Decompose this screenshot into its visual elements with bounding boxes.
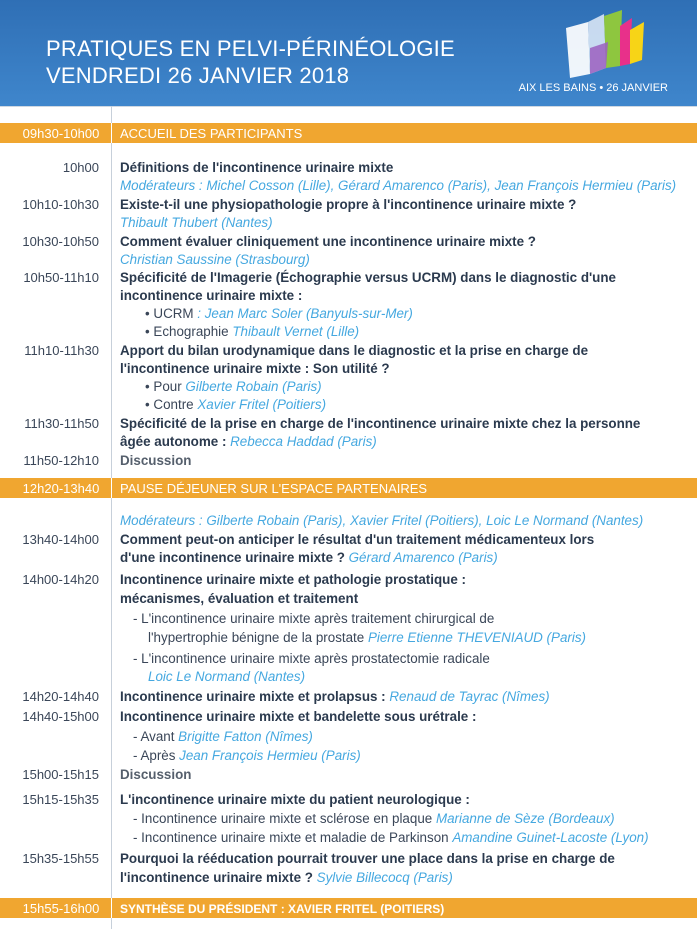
header-title-line2: VENDREDI 26 JANVIER 2018 (46, 63, 350, 88)
slot-time: 10h10-10h30 (22, 197, 99, 212)
sub-item: - L'incontinence urinaire mixte après traitement chirurgical de (133, 611, 495, 626)
band-lunch (0, 478, 697, 498)
sub-item: - Incontinence urinaire mixte et sclérose en plaque Marianne de Sèze (Bordeaux) (133, 811, 615, 826)
slot-time: 13h40-14h00 (22, 532, 99, 547)
band-title: SYNTHÈSE DU PRÉSIDENT : XAVIER FRITEL (POITIERS) (120, 902, 445, 916)
sub-item: - L'incontinence urinaire mixte après prostatectomie radicale (133, 651, 490, 666)
slot-time: 10h00 (62, 160, 99, 175)
speaker: Renaud de Tayrac (Nîmes) (389, 689, 550, 704)
slot-time: 15h00-15h15 (22, 767, 99, 782)
slot-time: 10h50-11h10 (23, 270, 99, 285)
sub-item: • Pour Gilberte Robain (Paris) (145, 379, 322, 394)
slot-time: 10h30-10h50 (22, 234, 99, 249)
talk-title: Incontinence urinaire mixte et prolapsus : Renaud de Tayrac (Nîmes) (120, 689, 550, 704)
talk-title: Spécificité de l'Imagerie (Échographie versus UCRM) dans le diagnostic d'une (120, 270, 616, 285)
sub-item: - Avant Brigitte Fatton (Nîmes) (133, 729, 313, 744)
column-rule (111, 106, 112, 123)
talk-title-cont: d'une incontinence urinaire mixte ? Gérard Amarenco (Paris) (120, 550, 498, 565)
talk-title: Comment évaluer cliniquement une incontinence urinaire mixte ? (120, 234, 536, 249)
column-rule (111, 918, 112, 929)
talk-title: Existe-t-il une physiopathologie propre à l'incontinence urinaire mixte ? (120, 197, 577, 212)
column-rule (111, 498, 112, 898)
speaker: Brigitte Fatton (Nîmes) (178, 729, 313, 744)
slot-time: 15h15-15h35 (22, 792, 99, 807)
sub-item-cont: l'hypertrophie bénigne de la prostate Pierre Etienne THEVENIAUD (Paris) (148, 630, 586, 645)
program-header (0, 0, 697, 106)
talk-title-cont: incontinence urinaire mixte : (120, 288, 303, 303)
speaker: Christian Saussine (Strasbourg) (120, 252, 310, 267)
band-divider (111, 478, 112, 498)
band-time: 09h30-10h00 (22, 126, 100, 141)
event-logo (560, 8, 670, 78)
speaker: Thibault Vernet (Lille) (232, 324, 360, 339)
speaker: Xavier Fritel (Poitiers) (197, 397, 327, 412)
talk-title: Comment peut-on anticiper le résultat d'un traitement médicamenteux lors (120, 532, 595, 547)
talk-title: Définitions de l'incontinence urinaire mixte (120, 160, 394, 175)
talk-title: L'incontinence urinaire mixte du patient neurologique : (120, 792, 470, 807)
talk-title-cont: l'incontinence urinaire mixte : Son utilité ? (120, 361, 390, 376)
discussion: Discussion (120, 767, 192, 782)
speaker: : Jean Marc Soler (Banyuls-sur-Mer) (197, 306, 413, 321)
speaker: Gilberte Robain (Paris) (185, 379, 322, 394)
speaker: Jean François Hermieu (Paris) (179, 748, 361, 763)
slot-time: 15h35-15h55 (22, 851, 99, 866)
sub-item: - Incontinence urinaire mixte et maladie de Parkinson Amandine Guinet-Lacoste (Lyon) (133, 830, 649, 845)
talk-title-cont: mécanismes, évaluation et traitement (120, 591, 359, 606)
band-time: 12h20-13h40 (22, 481, 100, 496)
talk-title: Incontinence urinaire mixte et bandelette sous urétrale : (120, 709, 477, 724)
speaker: Gérard Amarenco (Paris) (348, 550, 498, 565)
band-welcome (0, 123, 697, 143)
slot-time: 14h00-14h20 (22, 572, 99, 587)
speaker: Thibault Thubert (Nantes) (120, 215, 273, 230)
slot-time: 11h10-11h30 (24, 343, 99, 358)
band-synthesis (0, 898, 697, 918)
moderators: Modérateurs : Michel Cosson (Lille), Gérard Amarenco (Paris), Jean François Hermieu (Paris) (120, 178, 677, 193)
moderators: Modérateurs : Gilberte Robain (Paris), Xavier Fritel (Poitiers), Loic Le Normand (Nantes) (120, 513, 644, 528)
talk-title-cont: âgée autonome : Rebecca Haddad (Paris) (120, 434, 377, 449)
talk-title-cont: l'incontinence urinaire mixte ? Sylvie Billecocq (Paris) (120, 870, 453, 885)
slot-time: 14h20-14h40 (22, 689, 99, 704)
discussion: Discussion (120, 453, 192, 468)
speaker: Amandine Guinet-Lacoste (Lyon) (452, 830, 649, 845)
sub-item: • Echographie Thibault Vernet (Lille) (145, 324, 360, 339)
band-title: ACCUEIL DES PARTICIPANTS (120, 126, 303, 141)
band-title: PAUSE DÉJEUNER SUR L'ESPACE PARTENAIRES (120, 481, 428, 496)
sub-item: - Après Jean François Hermieu (Paris) (133, 748, 361, 763)
talk-title: Incontinence urinaire mixte et pathologie prostatique : (120, 572, 466, 587)
speaker: Pierre Etienne THEVENIAUD (Paris) (367, 630, 586, 645)
header-location: AIX LES BAINS • 26 JANVIER (518, 82, 668, 94)
talk-title: Pourquoi la rééducation pourrait trouver une place dans la prise en charge de (120, 851, 615, 866)
header-divider (0, 106, 697, 107)
speaker: Rebecca Haddad (Paris) (230, 434, 377, 449)
band-divider (111, 898, 112, 918)
talk-title: Apport du bilan urodynamique dans le diagnostic et la prise en charge de (120, 343, 589, 358)
column-rule (111, 143, 112, 478)
speaker: Sylvie Billecocq (Paris) (316, 870, 453, 885)
band-time: 15h55-16h00 (22, 901, 100, 916)
sub-item: • Contre Xavier Fritel (Poitiers) (145, 397, 327, 412)
sub-item: • UCRM : Jean Marc Soler (Banyuls-sur-Mer) (145, 306, 413, 321)
slot-time: 14h40-15h00 (22, 709, 99, 724)
slot-time: 11h30-11h50 (24, 416, 99, 431)
band-divider (111, 123, 112, 143)
talk-title: Spécificité de la prise en charge de l'incontinence urinaire mixte chez la personne (120, 416, 641, 431)
slot-time: 11h50-12h10 (23, 453, 99, 468)
speaker: Loic Le Normand (Nantes) (148, 669, 306, 684)
header-title-line1: PRATIQUES EN PELVI-PÉRINÉOLOGIE (46, 36, 455, 61)
speaker: Marianne de Sèze (Bordeaux) (435, 811, 615, 826)
